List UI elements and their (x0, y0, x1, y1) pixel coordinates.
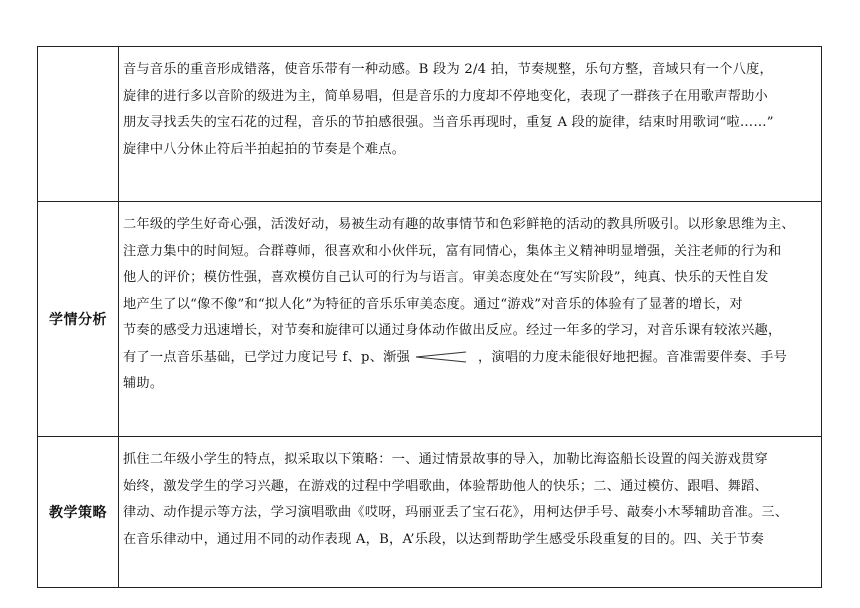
teaching-strategy-text (119, 437, 822, 588)
text-line: 节奏的感受力迅速增长，对节奏和旋律可以通过身体动作做出反应。经过一年多的学习，对音乐课有较浓兴趣， (123, 323, 782, 338)
text-line: 注意力集中的时间短。合群尊师，很喜欢和小伙伴玩，富有同情心，集体主义精神明显增强，关注老师的行为和 (123, 243, 782, 259)
text-line: 朋友寻找丢失的宝石花的过程，音乐的节拍感很强。当音乐再现时，重复 A 段的旋律，结束时用歌词“啦……” (123, 115, 774, 130)
text-line: 辅助。 (123, 376, 164, 391)
crescendo-icon (414, 351, 468, 363)
table-row-analysis-continued (38, 47, 822, 202)
text-line: 旋律中八分休止符后半拍起拍的节奏是个难点。 (123, 141, 406, 157)
text-line: 抓住二年级小学生的特点，拟采取以下策略：一、通过情景故事的导入，加勒比海盗船长设置的闯关游戏贯穿 (123, 452, 768, 467)
text-line: 旋律的进行多以音阶的级进为主，简单易唱，但是音乐的力度却不停地变化，表现了一群孩子在用歌声帮助小 (123, 88, 768, 104)
table-row-teaching-strategy (38, 437, 822, 588)
text-line: 律动、动作提示等方法，学习演唱歌曲《哎呀，玛丽亚丢了宝石花》，用柯达伊手号、敲奏小木琴辅助音准。三、 (123, 505, 789, 520)
text-line: 地产生了以“像不像”和“拟人化”为特征的音乐乐审美态度。通过“游戏”对音乐的体验有了显著的增长，对 (123, 296, 743, 312)
row-label-teaching-strategy: 教学策略 (49, 505, 107, 521)
table-row-student-analysis (38, 202, 822, 437)
text-line: 二年级的学生好奇心强，活泼好动，易被生动有趣的故事情节和色彩鲜艳的活动的教具所吸引。以形象思维为主、 (123, 217, 795, 232)
text-line: 始终，激发学生的学习兴趣，在游戏的过程中学唱歌曲，体验帮助他人的快乐；二、通过模仿、跟唱、舞蹈、 (123, 478, 768, 494)
text-line: 音与音乐的重音形成错落，使音乐带有一种动感。B 段为 2/4 拍，节奏规整，乐句方整，音域只有一个八度， (123, 62, 773, 77)
row-label-student-analysis: 学情分析 (49, 312, 107, 328)
text-line: 他人的评价；模仿性强，喜欢模仿自己认可的行为与语言。审美态度处在“写实阶段”，纯真、快乐的天性自发 (123, 270, 769, 285)
music-analysis-text (119, 47, 822, 202)
row-label-cell (38, 437, 119, 588)
text-line-with-crescendo: 有了一点音乐基础，已学过力度记号 f、p、渐强 ，演唱的力度未能很好地把握。音准需要伴奏、手号 (123, 349, 788, 365)
text-line: 在音乐律动中，通过用不同的动作表现 A，B，A’乐段，以达到帮助学生感受乐段重复的目的。四、关于节奏 (123, 531, 765, 547)
row-label-empty (38, 47, 119, 202)
lesson-plan-table (37, 46, 822, 588)
row-label-cell (38, 202, 119, 437)
student-analysis-text (119, 202, 822, 437)
